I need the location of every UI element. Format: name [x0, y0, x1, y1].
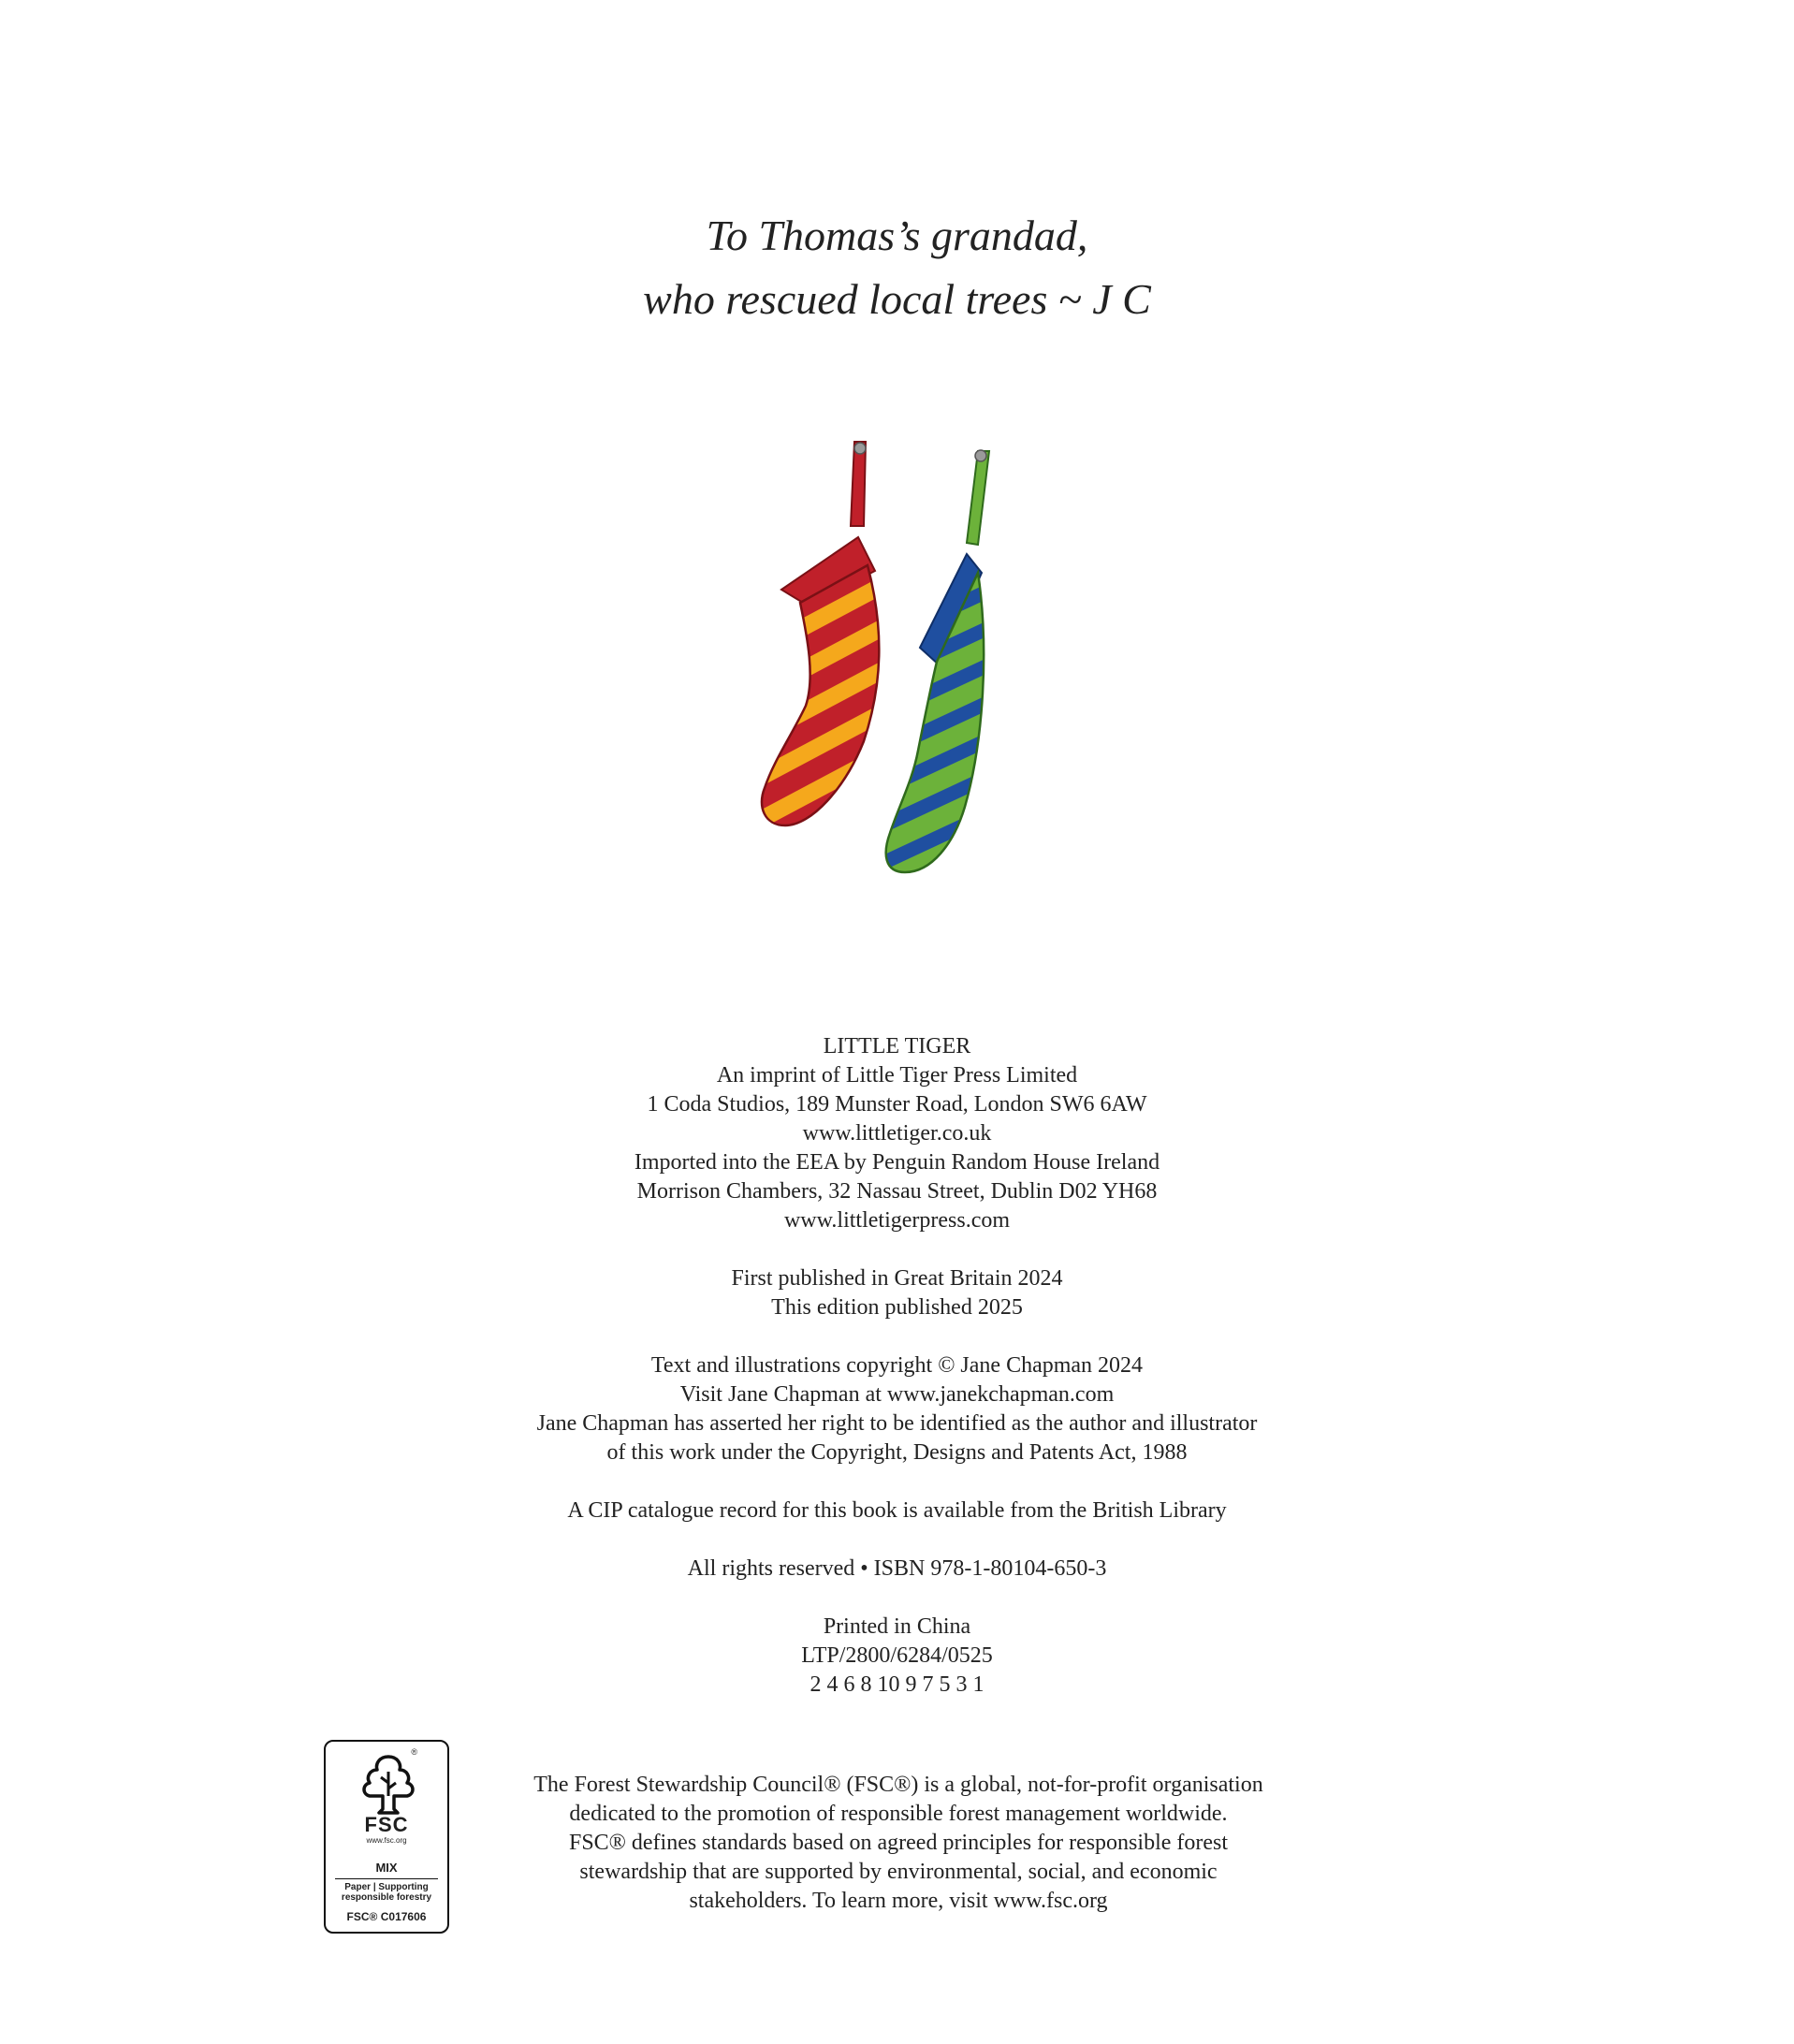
imprint-line: An imprint of Little Tiger Press Limited: [716, 1063, 1078, 1088]
print-code: LTP/2800/6284/0525: [801, 1643, 993, 1668]
cip-record: A CIP catalogue record for this book is available from the British Library: [567, 1498, 1227, 1523]
copyright-line: Text and illustrations copyright © Jane Chapman 2024: [650, 1353, 1144, 1378]
fsc-url: www.fsc.org: [366, 1836, 407, 1845]
fsc-reg-mark: ®: [411, 1747, 417, 1757]
publisher-website: www.littletiger.co.uk: [802, 1121, 992, 1146]
rights-block: [0, 1555, 1794, 1584]
fsc-logo: [324, 1740, 449, 1934]
fsc-license-code: FSC® C017606: [346, 1910, 427, 1923]
eea-importer: Imported into the EEA by Penguin Random House Ireland: [634, 1150, 1160, 1175]
red-stocking: [762, 442, 879, 825]
christmas-stockings-illustration: [753, 432, 1034, 891]
fsc-statement-line: dedicated to the promotion of responsible forest management worldwide.: [569, 1802, 1228, 1826]
eea-website: www.littletigerpress.com: [783, 1208, 1011, 1233]
fsc-statement: [468, 1771, 1329, 1916]
green-stocking: [886, 450, 989, 872]
dedication: [0, 204, 1794, 331]
edition-block: [0, 1264, 1794, 1322]
fsc-statement-line: FSC® defines standards based on agreed principles for responsible forest: [568, 1831, 1229, 1855]
fsc-paper-label: [326, 1882, 447, 1903]
imprint-page: [0, 1032, 1794, 1729]
copyright-block: [0, 1351, 1794, 1467]
printing-block: [0, 1613, 1794, 1700]
fsc-mix-label: MIX: [375, 1861, 398, 1875]
fsc-statement-line: stewardship that are supported by environmental, social, and economic: [579, 1860, 1218, 1884]
fsc-word: FSC: [364, 1813, 409, 1836]
cip-block: [0, 1496, 1794, 1526]
first-published: First published in Great Britain 2024: [731, 1266, 1063, 1291]
fsc-tree-icon: [351, 1751, 426, 1817]
printed-in: Printed in China: [823, 1614, 971, 1639]
fsc-statement-line: The Forest Stewardship Council® (FSC®) is a global, not-for-profit organisation: [533, 1773, 1263, 1797]
fsc-divider: [335, 1878, 438, 1879]
dedication-line-2: who rescued local trees ~ J C: [643, 275, 1151, 323]
fsc-paper-line-2: responsible forestry: [341, 1892, 432, 1903]
eea-address: Morrison Chambers, 32 Nassau Street, Dublin D02 YH68: [636, 1179, 1158, 1204]
moral-rights-line-1: Jane Chapman has asserted her right to be identified as the author and illustrator: [536, 1411, 1258, 1436]
publisher-block: [0, 1032, 1794, 1235]
publisher-address: 1 Coda Studios, 189 Munster Road, London SW6 6AW: [647, 1092, 1147, 1117]
dedication-line-1: To Thomas’s grandad,: [706, 212, 1088, 259]
publisher-name: LITTLE TIGER: [823, 1034, 971, 1058]
rights-isbn: All rights reserved • ISBN 978-1-80104-650-3: [687, 1556, 1107, 1581]
edition-published: This edition published 2025: [771, 1295, 1023, 1320]
author-website: Visit Jane Chapman at www.janekchapman.com: [679, 1382, 1115, 1407]
fsc-statement-line: stakeholders. To learn more, visit www.fsc.org: [689, 1889, 1108, 1913]
print-line: 2 4 6 8 10 9 7 5 3 1: [809, 1672, 985, 1697]
fsc-paper-line-1: Paper | Supporting: [344, 1882, 429, 1892]
moral-rights-line-2: of this work under the Copyright, Designs and Patents Act, 1988: [606, 1440, 1188, 1465]
